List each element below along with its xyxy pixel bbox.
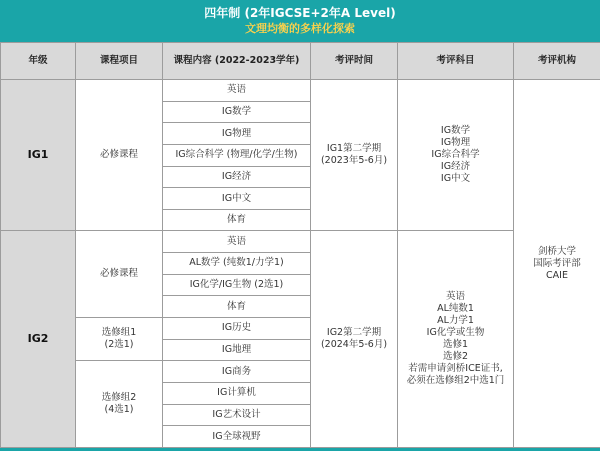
exam-org: 剑桥大学 国际考评部 CAIE — [514, 80, 600, 448]
header-exam-subjects: 考评科目 — [398, 43, 514, 80]
course-cell: IG经济 — [163, 166, 311, 188]
course-cell: 英语 — [163, 80, 311, 102]
header-row — [1, 43, 600, 80]
ig1-exam-subjects: IG数学 IG物理 IG综合科学 IG经济 IG中文 — [398, 80, 514, 231]
course-cell: IG计算机 — [163, 382, 311, 404]
course-cell: IG历史 — [163, 318, 311, 340]
course-cell: IG数学 — [163, 101, 311, 123]
course-cell: 体育 — [163, 209, 311, 231]
banner-subtitle: 文理均衡的多样化探索 — [245, 22, 355, 35]
course-cell: IG中文 — [163, 188, 311, 210]
course-cell: 英语 — [163, 231, 311, 253]
banner-title: 四年制 (2年IGCSE+2年A Level) — [204, 6, 396, 20]
grade-ig1: IG1 — [1, 80, 76, 231]
ig2-program-required: 必修课程 — [76, 231, 163, 318]
header-content: 课程内容 (2022-2023学年) — [163, 43, 311, 80]
ig2-program-elective2: 选修组2 (4选1) — [76, 361, 163, 448]
ig1-program-required: 必修课程 — [76, 80, 163, 231]
course-cell: IG化学/IG生物 (2选1) — [163, 274, 311, 296]
grade-ig2: IG2 — [1, 231, 76, 448]
course-cell: IG商务 — [163, 361, 311, 383]
table-row — [1, 231, 600, 253]
course-cell: IG全球视野 — [163, 426, 311, 448]
course-cell: 体育 — [163, 296, 311, 318]
ig1-exam-time: IG1第二学期 (2023年5-6月) — [311, 80, 398, 231]
course-cell: IG地理 — [163, 339, 311, 361]
header-exam-time: 考评时间 — [311, 43, 398, 80]
title-banner — [0, 0, 600, 42]
table-row — [1, 80, 600, 102]
header-program: 课程项目 — [76, 43, 163, 80]
ig2-exam-time: IG2第二学期 (2024年5-6月) — [311, 231, 398, 448]
header-grade: 年级 — [1, 43, 76, 80]
course-cell: IG综合科学 (物理/化学/生物) — [163, 144, 311, 166]
course-cell: AL数学 (纯数1/力学1) — [163, 253, 311, 275]
course-cell: IG物理 — [163, 123, 311, 145]
course-cell: IG艺术设计 — [163, 404, 311, 426]
ig2-program-elective1: 选修组1 (2选1) — [76, 318, 163, 361]
curriculum-table — [0, 42, 600, 448]
ig2-exam-subjects: 英语 AL纯数1 AL力学1 IG化学或生物 选修1 选修2 若需申请剑桥ICE证书, 必须在选修组2中选1门 — [398, 231, 514, 448]
header-exam-org: 考评机构 — [514, 43, 600, 80]
